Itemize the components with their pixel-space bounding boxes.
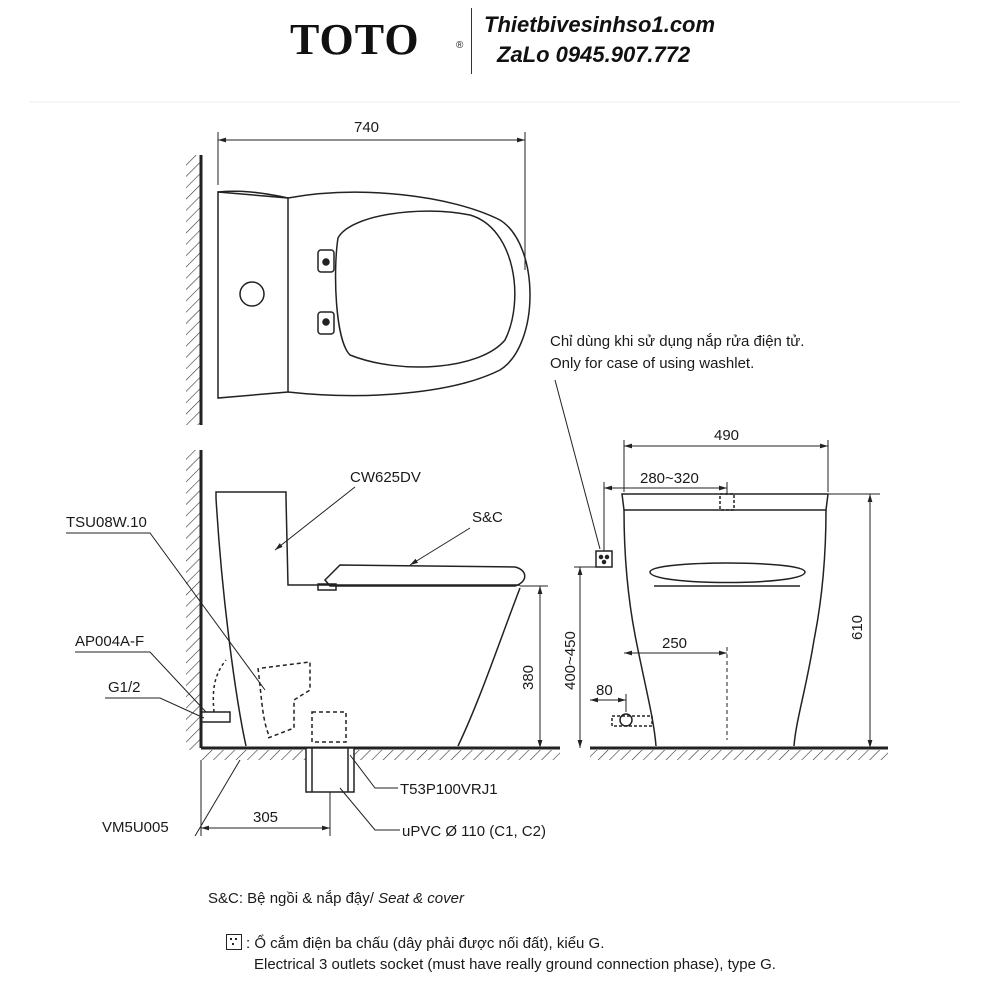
label-vm: VM5U005 xyxy=(102,819,169,836)
side-tank xyxy=(216,492,520,585)
label-sc: S&C xyxy=(472,509,503,526)
dim-80-label: 80 xyxy=(596,682,613,699)
label-tsu: TSU08W.10 xyxy=(66,514,147,531)
front-left xyxy=(624,510,656,746)
dim-305-label: 305 xyxy=(253,809,279,826)
leader-note xyxy=(555,380,600,549)
leader-vm xyxy=(195,760,240,836)
dim-740 xyxy=(218,132,525,270)
zalo-phone-text: ZaLo 0945.907.772 xyxy=(497,42,691,67)
flush-button xyxy=(240,282,264,306)
side-front xyxy=(216,498,246,746)
side-seat xyxy=(325,565,525,586)
dim-490-label: 490 xyxy=(714,427,740,444)
side-base-front xyxy=(458,588,520,746)
leader-upvc xyxy=(340,788,400,830)
top-view xyxy=(186,155,530,425)
front-seat xyxy=(650,563,805,583)
note-en: Only for case of using washlet. xyxy=(550,355,755,372)
socket-icon xyxy=(226,934,242,950)
label-t53: T53P100VRJ1 xyxy=(400,781,498,798)
drain-pipe xyxy=(306,748,354,792)
dim-250-label: 250 xyxy=(662,635,688,652)
label-ap: AP004A-F xyxy=(75,633,145,650)
website-text: Thietbivesinhso1.com xyxy=(484,12,716,37)
leader-tsu xyxy=(66,533,265,690)
front-view xyxy=(590,494,888,760)
dim-280-320-label: 280~320 xyxy=(640,470,699,487)
legend-socket-en: Electrical 3 outlets socket (must have really ground connection phase), type G. xyxy=(254,956,776,973)
side-view xyxy=(186,450,560,792)
legend-socket-vi xyxy=(226,934,604,952)
dim-380-label: 380 xyxy=(520,664,537,690)
front-right xyxy=(794,510,826,746)
dim-740-label: 740 xyxy=(354,119,380,136)
trap-dashed xyxy=(262,662,310,738)
dim-610-label: 610 xyxy=(849,614,866,640)
note-vi: Chỉ dùng khi sử dụng nắp rửa điện tử. xyxy=(550,333,805,350)
legend-sc-text: S&C: Bệ ngồi & nắp đậy/ xyxy=(208,890,379,907)
toto-logo: TOTO xyxy=(290,15,420,64)
supply-valve xyxy=(201,712,230,722)
label-g12: G1/2 xyxy=(108,679,141,696)
label-upvc: uPVC Ø 110 (C1, C2) xyxy=(402,823,546,840)
seat-lid-top xyxy=(336,211,515,367)
legend-sc-italic: Seat & cover xyxy=(378,890,464,907)
registered-mark: ® xyxy=(456,40,464,51)
dim-400-450-label: 400~450 xyxy=(562,631,579,690)
label-cw625dv: CW625DV xyxy=(350,469,421,486)
top-wall-hatch xyxy=(186,155,200,425)
legend-socket-vi-text: : Ổ cắm điện ba chấu (dây phải được nối đất), kiểu G. xyxy=(246,935,605,952)
bowl-outline xyxy=(288,192,530,395)
socket-symbol xyxy=(596,551,612,567)
legend-sc xyxy=(208,890,464,907)
tank-top xyxy=(218,192,288,398)
front-tank-lid xyxy=(622,494,828,510)
side-wall-hatch xyxy=(186,450,200,750)
leader-sc xyxy=(410,528,470,565)
front-supply xyxy=(620,714,632,726)
